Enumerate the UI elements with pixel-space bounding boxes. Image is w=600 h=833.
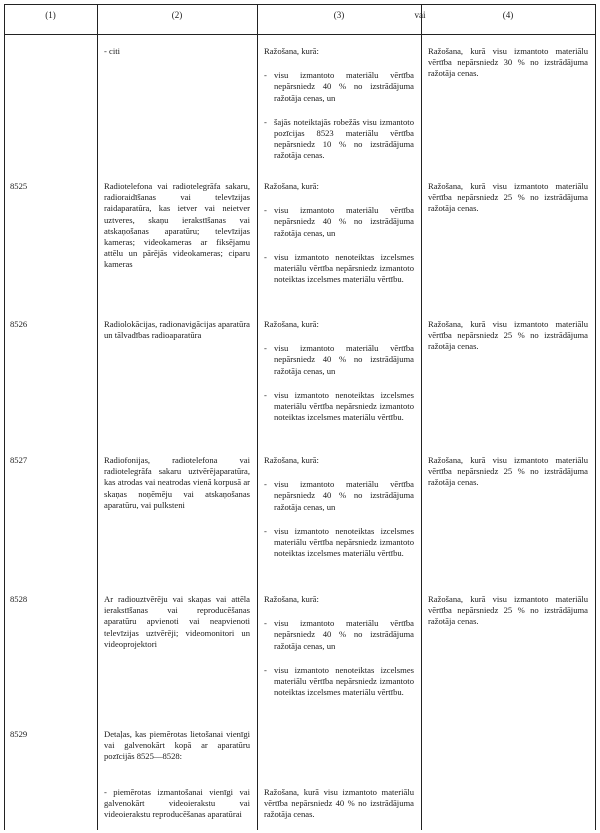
row-5-rule: Ražošana, kurā visu izmantoto materiālu vērtība nepārsniedz 40 % no izstrādājuma ražotāja cenas.: [264, 787, 414, 820]
row-2-desc: Radiolokācijas, radionavigācijas aparatūra un tālvadības radioaparatūra: [104, 319, 250, 341]
rule-intro: Ražošana, kurā:: [264, 46, 319, 56]
header-col4: (4): [502, 10, 514, 20]
rule-item: - visu izmantoto nenoteiktas izcelsmes materiālu vērtība nepārsniedz izmantoto noteiktas izcelsmes materiālu vērtību.: [264, 525, 414, 559]
row-5-code: 8529: [10, 729, 28, 739]
column-divider-1: [97, 4, 98, 830]
header-col3: (3): [333, 10, 345, 20]
row-0-desc: - citi: [104, 46, 120, 56]
row-1-alt-rule: Ražošana, kurā visu izmantoto materiālu vērtība nepārsniedz 25 % no izstrādājuma ražotāja cenas.: [428, 181, 588, 214]
rule-item: - visu izmantoto materiālu vērtība nepārsniedz 40 % no izstrādājuma ražotāja cenas, un: [264, 70, 414, 103]
table-border-left: [4, 4, 5, 830]
header-divider: [4, 34, 596, 35]
row-5-desc: Detaļas, kas piemērotas lietošanai vienīgi vai galvenokārt kopā ar aparatūru pozīcijās 8525—8528:: [104, 729, 250, 762]
rule-item: - visu izmantoto nenoteiktas izcelsmes materiālu vērtība nepārsniedz izmantoto noteiktas izcelsmes materiālu vērtību.: [264, 251, 414, 285]
row-0-rule: [264, 46, 414, 162]
row-4-rule: [264, 594, 414, 698]
row-2-alt-rule: Ražošana, kurā visu izmantoto materiālu vērtība nepārsniedz 25 % no izstrādājuma ražotāja cenas.: [428, 319, 588, 352]
rule-intro: Ražošana, kurā:: [264, 181, 319, 191]
rule-intro: Ražošana, kurā:: [264, 594, 319, 604]
row-2-code: 8526: [10, 319, 28, 329]
header-col2: (2): [171, 10, 183, 20]
rule-item: - visu izmantoto materiālu vērtība nepārsniedz 40 % no izstrādājuma ražotāja cenas, un: [264, 343, 414, 376]
rule-item: - visu izmantoto nenoteiktas izcelsmes materiālu vērtība nepārsniedz izmantoto noteiktas izcelsmes materiālu vērtību.: [264, 664, 414, 698]
rule-item: - visu izmantoto materiālu vērtība nepārsniedz 40 % no izstrādājuma ražotāja cenas, un: [264, 618, 414, 651]
table-border-top: [4, 4, 596, 5]
rule-intro: Ražošana, kurā:: [264, 319, 319, 329]
row-1-code: 8525: [10, 181, 28, 191]
rule-item: - visu izmantoto nenoteiktas izcelsmes materiālu vērtība nepārsniedz izmantoto noteiktas izcelsmes materiālu vērtību.: [264, 389, 414, 423]
row-1-rule: [264, 181, 414, 285]
table-border-right: [595, 4, 596, 830]
row-4-code: 8528: [10, 594, 28, 604]
row-3-alt-rule: Ražošana, kurā visu izmantoto materiālu vērtība nepārsniedz 25 % no izstrādājuma ražotāja cenas.: [428, 455, 588, 488]
header-col1: (1): [45, 10, 56, 20]
row-5-desc-sub: - piemērotas izmantošanai vienīgi vai galvenokārt videoierakstu vai videoierakstu reproducēšanas aparatūrai: [104, 787, 250, 820]
row-3-code: 8527: [10, 455, 28, 465]
row-3-rule: [264, 455, 414, 559]
column-divider-2: [257, 4, 258, 830]
rule-intro: Ražošana, kurā:: [264, 455, 319, 465]
row-4-alt-rule: Ražošana, kurā visu izmantoto materiālu vērtība nepārsniedz 25 % no izstrādājuma ražotāja cenas.: [428, 594, 588, 627]
row-4-desc: Ar radiouztvērēju vai skaņas vai attēla ierakstīšanas vai reproducēšanas aparatūru apvienoti vai neapvienoti televīzijas uztvērēji; videomonitori un videoprojektori: [104, 594, 250, 649]
rule-item: - visu izmantoto materiālu vērtība nepārsniedz 40 % no izstrādājuma ražotāja cenas, un: [264, 205, 414, 238]
rule-item: - visu izmantoto materiālu vērtība nepārsniedz 40 % no izstrādājuma ražotāja cenas, un: [264, 479, 414, 512]
column-divider-3: [421, 4, 422, 830]
header-vai: vai: [414, 10, 426, 20]
row-0-alt-rule: Ražošana, kurā visu izmantoto materiālu vērtība nepārsniedz 30 % no izstrādājuma ražotāja cenas.: [428, 46, 588, 79]
rule-item: - šajās noteiktajās robežās visu izmantoto pozīcijas 8523 materiālu vērtība nepārsniedz 10 % no izstrādājuma ražotāja cenas.: [264, 116, 414, 161]
row-2-rule: [264, 319, 414, 423]
row-3-desc: Radiofonijas, radiotelefona vai radiotelegrāfa sakaru uztvērējaparatūra, kas atrodas vai neatrodas vienā korpusā ar skaņas noņēmēju vai atskaņošanas aparatūru, vai pulksteni: [104, 455, 250, 510]
row-1-desc: Radiotelefona vai radiotelegrāfa sakaru, radioraidīšanas vai televīzijas raidaparatūra, kas ietver vai neietver uztveres, skaņu ierakstīšanas vai atskaņošanas aparatūru; televīzijas kameras; videokameras ar fiksējamu attēlu un pārējās videokameras; ciparu kameras: [104, 181, 250, 270]
